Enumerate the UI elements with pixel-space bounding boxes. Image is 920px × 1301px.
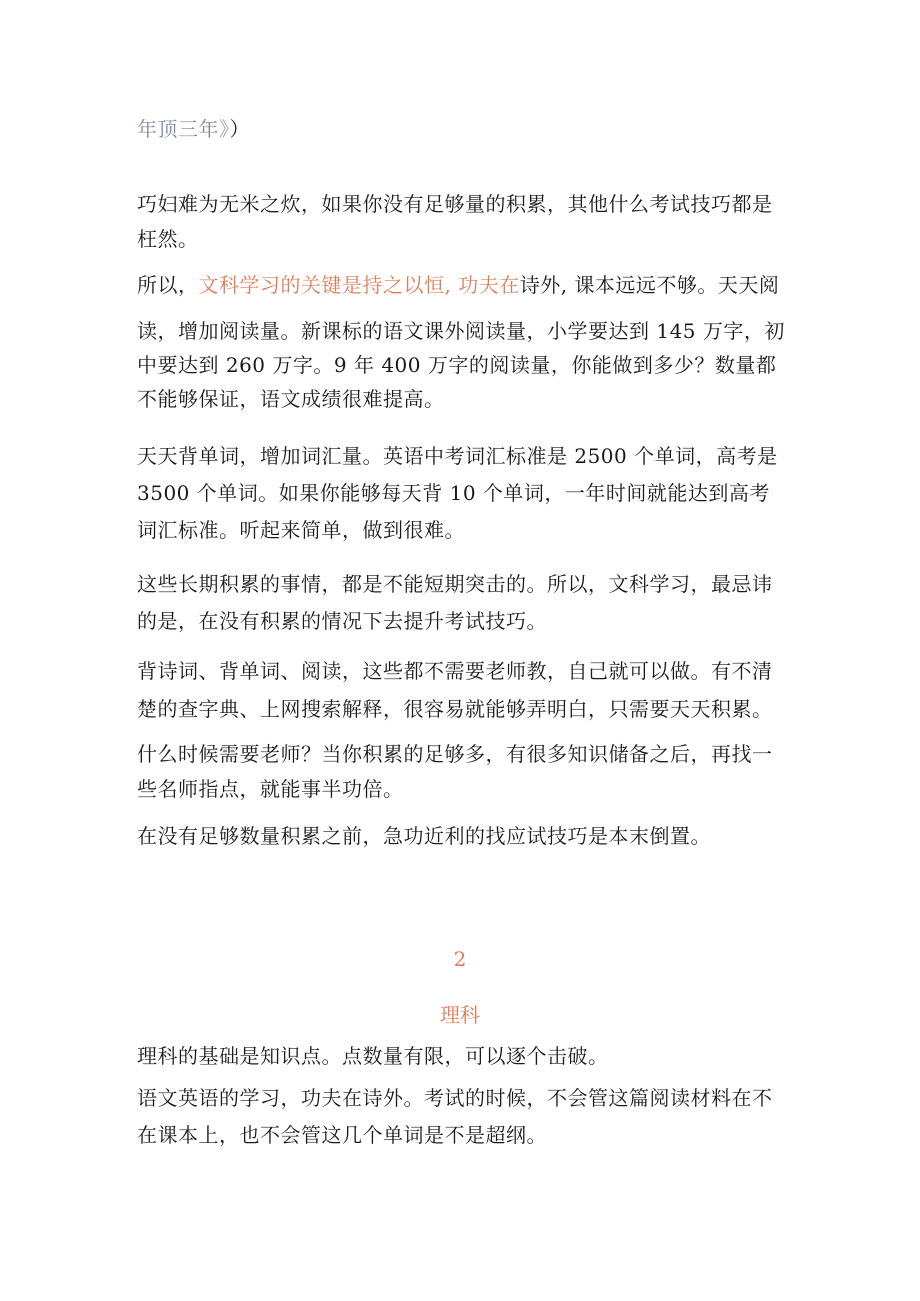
- key-highlight: 文科学习的关键是持之以恒, 功夫在: [198, 273, 520, 297]
- fragment-text: 年顶三年》: [137, 117, 230, 141]
- key-suffix: 诗外, 课本远远不够。天天阅: [519, 273, 780, 297]
- science-paragraph-2: 语文英语的学习，功夫在诗外。考试的时候，不会管这篇阅读材料在不在课本上，也不会管这几个单词是不是超纲。: [137, 1086, 773, 1147]
- section-number: 2: [453, 947, 467, 971]
- paragraph-1: 巧妇难为无米之炊，如果你没有足够量的积累，其他什么考试技巧都是枉然。: [137, 192, 773, 251]
- paragraph-6: 什么时候需要老师？当你积累的足够多，有很多知识储备之后，再找一些名师指点，就能事半功倍。: [137, 742, 773, 801]
- science-paragraph-1: 理科的基础是知识点。点数量有限，可以逐个击破。: [137, 1044, 609, 1068]
- paragraph-5: 背诗词、背单词、阅读，这些都不需要老师教，自己就可以做。有不清楚的查字典、上网搜索解释，很容易就能够弄明白，只需要天天积累。: [137, 659, 773, 721]
- paragraph-3: 天天背单词，增加词汇量。英语中考词汇标准是 2500 个单词，高考是 3500 个单词。如果你能够每天背 10 个单词，一年时间就能达到高考词汇标准。听起来简单，做到很难。: [137, 444, 778, 542]
- paragraph-7: 在没有足够数量积累之前，急功近利的找应试技巧是本末倒置。: [137, 824, 711, 848]
- fragment-close-paren: ）: [229, 117, 250, 141]
- paragraph-4: 这些长期积累的事情，都是不能短期突击的。所以，文科学习，最忌讳的是，在没有积累的情况下去提升考试技巧。: [137, 572, 773, 633]
- key-prefix: 所以，: [137, 273, 199, 297]
- fragment-line: [137, 112, 787, 147]
- section-title: 理科: [440, 1003, 480, 1027]
- paragraph-key-line: [137, 268, 787, 303]
- paragraph-2: 读，增加阅读量。新课标的语文课外阅读量，小学要达到 145 万字，初中要达到 260 万字。9 年 400 万字的阅读量，你能做到多少？数量都不能够保证，语文成绩很难提高。: [137, 319, 785, 411]
